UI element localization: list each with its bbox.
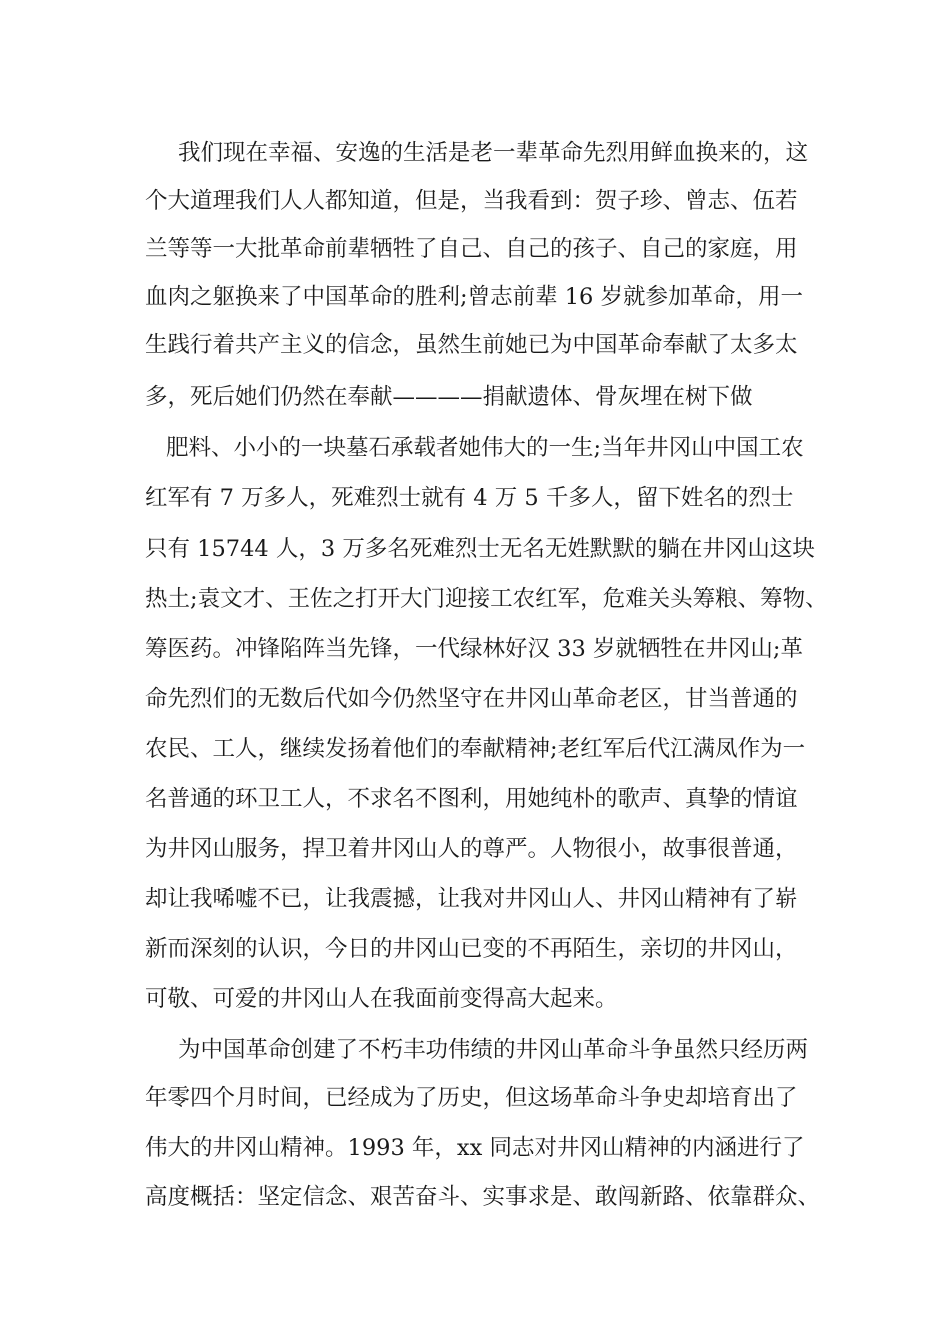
paragraph-2-line-7: 农民、工人，继续发扬着他们的奉献精神;老红军后代江满凤作为一 [145, 736, 806, 762]
paragraph-2-line-10: 却让我唏嘘不已，让我震撼，让我对井冈山人、井冈山精神有了崭 [145, 886, 798, 912]
paragraph-1-line-4: 血肉之躯换来了中国革命的胜利;曾志前辈 16 岁就参加革命，用一 [145, 284, 804, 310]
paragraph-2-line-5: 筹医药。冲锋陷阵当先锋，一代绿林好汉 33 岁就牺牲在井冈山;革 [145, 636, 804, 662]
paragraph-1-line-2: 个大道理我们人人都知道，但是，当我看到：贺子珍、曾志、伍若 [145, 188, 798, 214]
paragraph-2-line-12: 可敬、可爱的井冈山人在我面前变得高大起来。 [145, 986, 618, 1012]
paragraph-2-line-11: 新而深刻的认识，今日的井冈山已变的不再陌生，亲切的井冈山， [145, 936, 798, 962]
paragraph-3-line-4: 高度概括：坚定信念、艰苦奋斗、实事求是、敢闯新路、依靠群众、 [145, 1184, 821, 1210]
paragraph-2-line-1: 肥料、小小的一块墓石承载者她伟大的一生;当年井冈山中国工农 [166, 435, 804, 461]
paragraph-1-line-6: 多，死后她们仍然在奉献————捐献遗体、骨灰埋在树下做 [145, 384, 753, 410]
paragraph-1-line-5: 生践行着共产主义的信念，虽然生前她已为中国革命奉献了太多太 [145, 332, 798, 358]
paragraph-2-line-9: 为井冈山服务，捍卫着井冈山人的尊严。人物很小，故事很普通， [145, 836, 798, 862]
paragraph-2-line-8: 名普通的环卫工人，不求名不图利，用她纯朴的歌声、真挚的情谊 [145, 786, 798, 812]
paragraph-3-line-2: 年零四个月时间，已经成为了历史，但这场革命斗争史却培育出了 [145, 1085, 798, 1111]
paragraph-1-line-1: 我们现在幸福、安逸的生活是老一辈革命先烈用鲜血换来的，这 [178, 140, 809, 166]
paragraph-1-line-3: 兰等等一大批革命前辈牺牲了自己、自己的孩子、自己的家庭，用 [145, 236, 798, 262]
paragraph-2-line-2: 红军有 7 万多人，死难烈士就有 4 万 5 千多人，留下姓名的烈士 [145, 485, 794, 511]
paragraph-2-line-4: 热土;袁文才、王佐之打开大门迎接工农红军，危难关头筹粮、筹物、 [145, 586, 828, 612]
paragraph-2-line-6: 命先烈们的无数后代如今仍然坚守在井冈山革命老区，甘当普通的 [145, 686, 798, 712]
paragraph-3-line-1: 为中国革命创建了不朽丰功伟绩的井冈山革命斗争虽然只经历两 [178, 1037, 809, 1063]
paragraph-2-line-3: 只有 15744 人，3 万多名死难烈士无名无姓默默的躺在井冈山这块 [145, 536, 815, 562]
paragraph-3-line-3: 伟大的井冈山精神。1993 年，xx 同志对井冈山精神的内涵进行了 [145, 1135, 805, 1161]
